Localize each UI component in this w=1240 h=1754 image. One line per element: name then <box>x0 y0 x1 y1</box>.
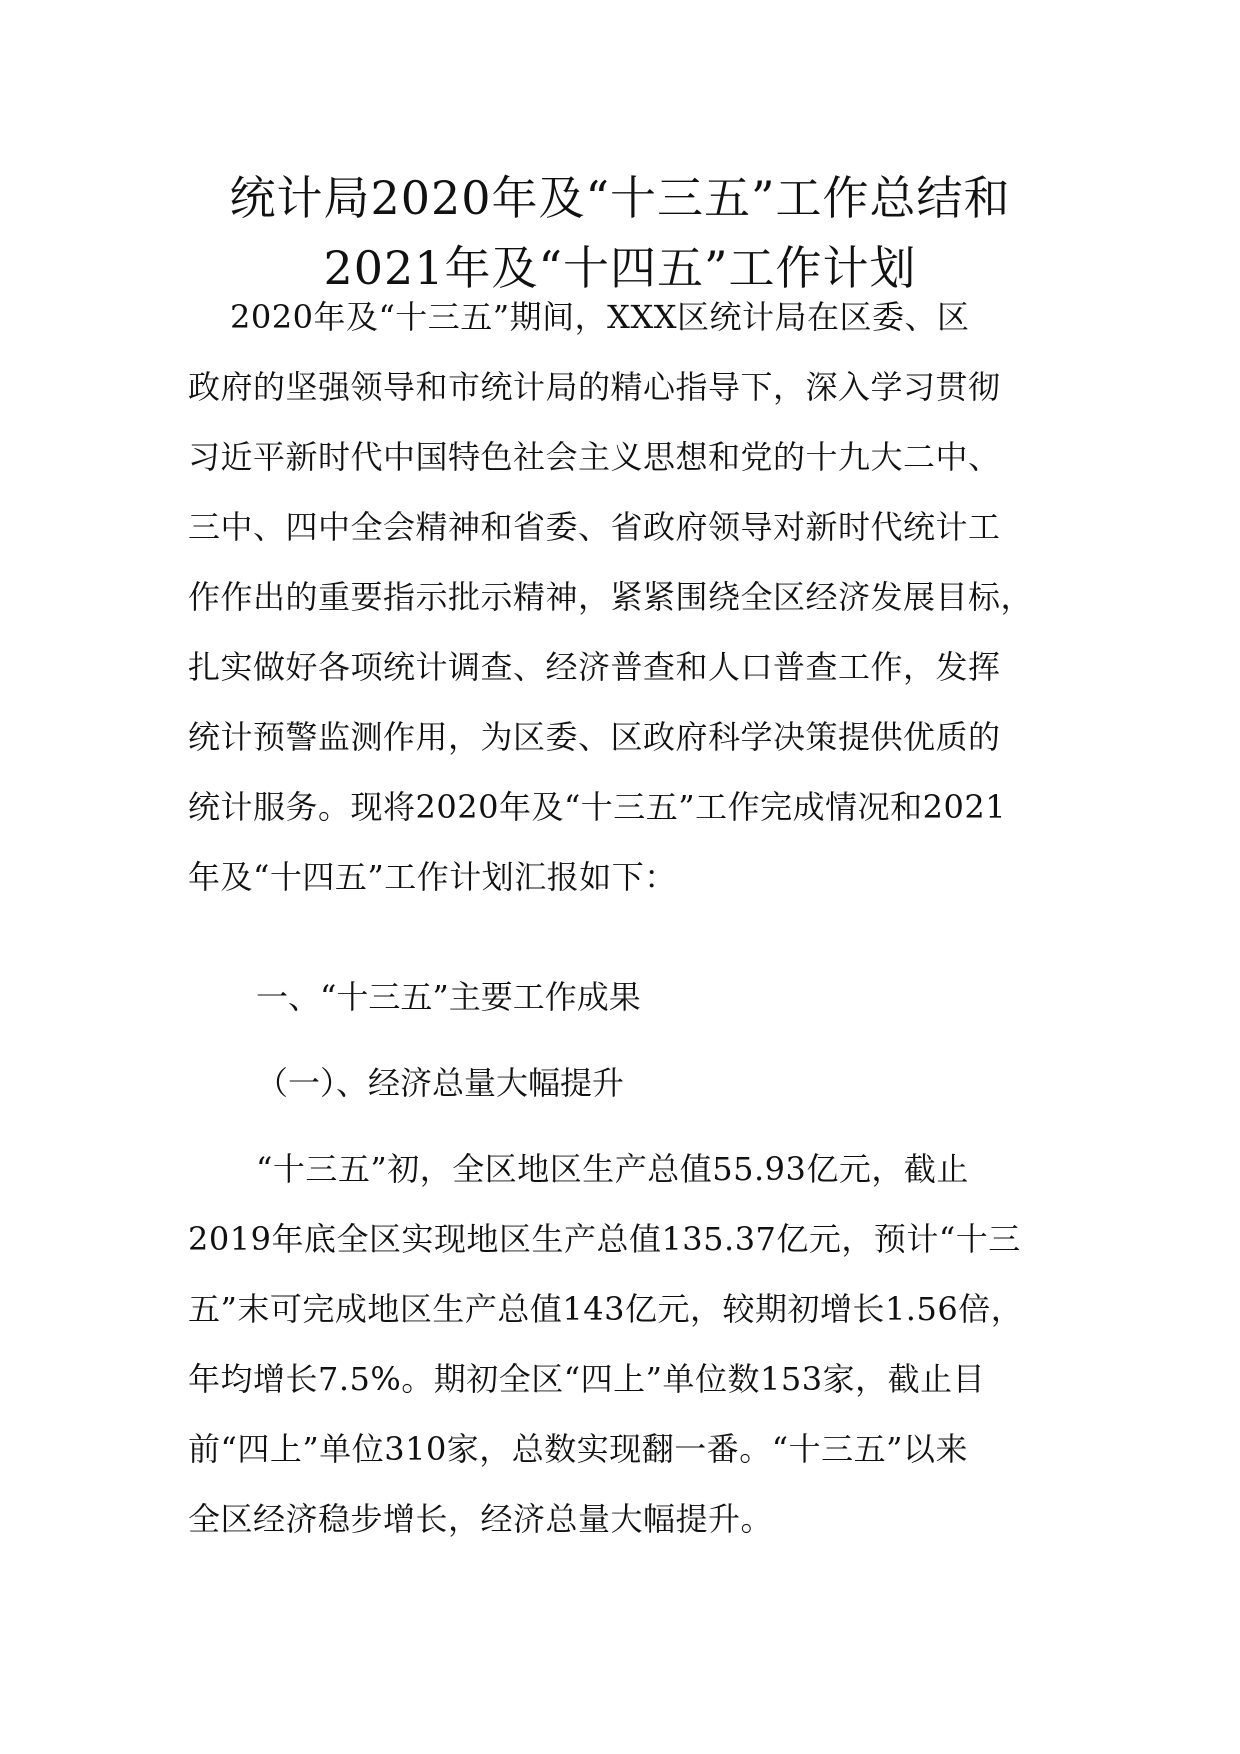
document-title-line-2: 2021年及“十四五”工作计划 <box>323 241 917 295</box>
subsection-line: 前“四上”单位310家，总数实现翻一番。“十三五”以来 <box>188 1430 969 1468</box>
intro-line: 统计服务。现将2020年及“十三五”工作完成情况和2021 <box>188 788 1007 826</box>
subsection-paragraph <box>188 1134 1052 1554</box>
document-title-line-1: 统计局2020年及“十三五”工作总结和 <box>229 171 1011 225</box>
subsection-line: 五”末可完成地区生产总值143亿元，较期初增长1.56倍， <box>188 1290 1024 1328</box>
intro-line: 政府的坚强领导和市统计局的精心指导下，深入学习贯彻 <box>188 368 1001 406</box>
intro-line: 作作出的重要指示批示精神，紧紧围绕全区经济发展目标， <box>188 578 1034 616</box>
subsection-heading: （一）、经济总量大幅提升 <box>256 1064 625 1102</box>
intro-line: 三中、四中全会精神和省委、省政府领导对新时代统计工 <box>188 508 1001 546</box>
intro-line: 统计预警监测作用，为区委、区政府科学决策提供优质的 <box>188 718 1001 756</box>
subsection-line: 年均增长7.5%。期初全区“四上”单位数153家，截止目 <box>188 1360 986 1398</box>
intro-paragraph <box>188 282 1052 912</box>
intro-line: 习近平新时代中国特色社会主义思想和党的十九大二中、 <box>188 438 1001 476</box>
intro-line: 年及“十四五”工作计划汇报如下： <box>188 858 677 896</box>
subsection-line: 2019年底全区实现地区生产总值135.37亿元，预计“十三 <box>188 1220 1021 1258</box>
subsection-line: 全区经济稳步增长，经济总量大幅提升。 <box>188 1500 774 1538</box>
intro-line: 2020年及“十三五”期间，XXX区统计局在区委、区 <box>230 298 970 336</box>
intro-line: 扎实做好各项统计调查、经济普查和人口普查工作，发挥 <box>188 648 1001 686</box>
section-heading: 一、“十三五”主要工作成果 <box>256 978 641 1016</box>
subsection-line: “十三五”初，全区地区生产总值55.93亿元，截止 <box>256 1150 969 1188</box>
